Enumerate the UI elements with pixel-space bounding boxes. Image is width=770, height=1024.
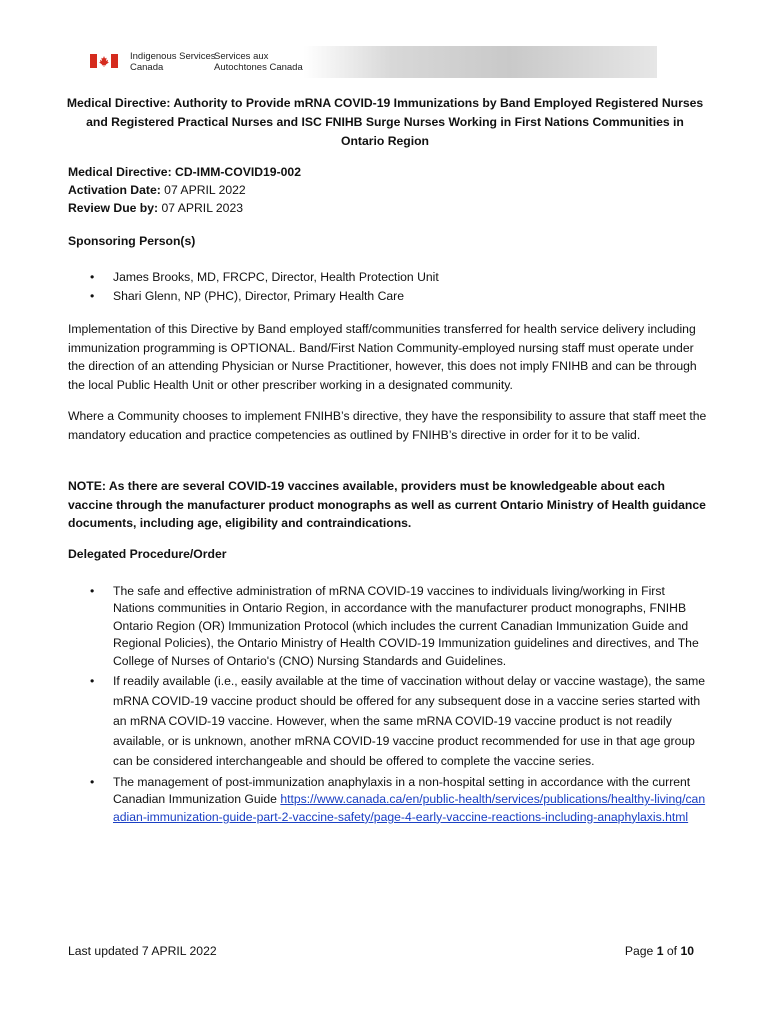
sponsors-list [68,268,439,306]
note-paragraph: NOTE: As there are several COVID-19 vaccines available, providers must be knowledgeable about each vaccine through the manufacturer product monographs as well as current Ontario Ministry of Health guidance documents, including age, eligibility and contraindications. [68,479,706,530]
list-item: • Shari Glenn, NP (PHC), Director, Primary Health Care [68,287,439,306]
procedure-heading: Delegated Procedure/Order [68,547,227,561]
document-title: Medical Directive: Authority to Provide mRNA COVID-19 Immunizations by Band Employed Registered Nurses and Registered Practical Nurses and ISC FNIHB Surge Nurses Working in First Nations Communities in Ontario Region [66,96,704,148]
directive-metadata [68,163,301,217]
list-item: • The safe and effective administration of mRNA COVID-19 vaccines to individuals living/working in First Nations communities in Ontario Region, in accordance with the manufacturer product monographs, FNIHB Ontario Region (OR) Immunization Protocol (which includes the current Canadian Immunization Guide and Regional Policies), the Ontario Ministry of Health COVID-19 Immunization guidelines and directives, and The College of Nurses of Ontario's (CNO) Nursing Standards and Guidelines. [90,584,699,668]
procedure-list [68,583,708,826]
implementation-paragraph: Implementation of this Directive by Band employed staff/communities transferred for health service delivery including immunization programming is OPTIONAL. Band/First Nation Community-employed nursing staff must operate under the direction of an attending Physician or Nurse Practitioner, however, this does not imply FNIHB and can be through the local Public Health Unit or other prescriber working in a designated community. [68,322,697,392]
community-paragraph: Where a Community chooses to implement FNIHB’s directive, they have the responsibility to assure that staff meet the mandatory education and practice competencies as outlined by FNIHB’s directive in order for it to be valid. [68,409,707,442]
department-name-french: Services aux Autochtones Canada [214,51,303,73]
page-number: Page 1 of 10 [624,944,694,958]
activation-date: Activation Date: 07 APRIL 2022 [68,183,246,197]
directive-number: Medical Directive: CD-IMM-COVID19-002 [68,165,301,179]
sponsors-heading: Sponsoring Person(s) [68,234,196,248]
list-item: • James Brooks, MD, FRCPC, Director, Health Protection Unit [68,268,439,287]
department-name-english: Indigenous Services Canada [130,51,216,73]
bullet-icon: • [90,270,95,284]
list-item: • The management of post-immunization anaphylaxis in a non-hospital setting in accordance with the current Canadian Immunization Guide https://www.canada.ca/en/public-health/services/publications/healthy-living/canadian-immunization-guide-part-2-vaccine-safety/page-4-early-vaccine-reactions-including-anaphylaxis.html [90,775,706,824]
canada-flag-icon [90,54,118,68]
bullet-icon: • [90,289,95,303]
bullet-icon: • [90,584,95,598]
review-date: Review Due by: 07 APRIL 2023 [68,201,244,215]
anaphylaxis-guide-link[interactable]: https://www.canada.ca/en/public-health/services/publications/healthy-living/canadian-immunization-guide-part-2-vaccine-safety/page-4-early-vaccine-reactions-including-anaphylaxis.html [113,792,706,824]
header-banner [68,46,657,78]
bullet-icon: • [90,775,95,790]
list-item: • If readily available (i.e., easily available at the time of vaccination without delay or vaccine wastage), the same mRNA COVID-19 vaccine product should be offered for any subsequent dose in a vaccine series started with an mRNA COVID-19 vaccine. However, when the same mRNA COVID-19 vaccine product is not readily available, or is unknown, another mRNA COVID-19 vaccine product recommended for use in that age group can be considered interchangeable and should be offered to complete the vaccine series. [68,671,708,771]
bullet-icon: • [90,674,95,689]
last-updated: Last updated 7 APRIL 2022 [68,944,217,958]
